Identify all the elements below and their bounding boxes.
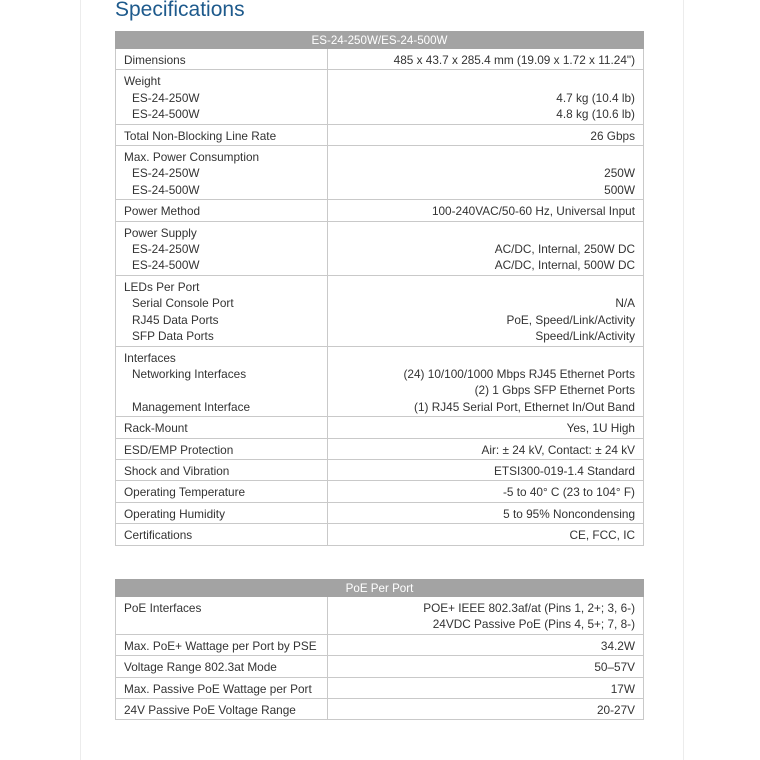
row-value: AC/DC, Internal, 250W DC — [494, 242, 635, 257]
table-row — [116, 502, 644, 523]
spacer — [124, 382, 319, 398]
table-row — [116, 124, 644, 145]
row-label: Weight — [124, 74, 161, 89]
row-label: PoE Interfaces — [124, 601, 202, 615]
row-value-cell — [328, 656, 644, 677]
row-label-cell — [116, 524, 328, 545]
spacer — [336, 350, 635, 366]
table-row — [116, 70, 644, 124]
row-value-cell — [328, 699, 644, 720]
row-label-cell — [116, 597, 328, 635]
row-label: Operating Humidity — [124, 506, 225, 521]
row-label: Operating Temperature — [124, 485, 246, 500]
row-sub-label: ES-24-500W — [132, 107, 200, 122]
spacer — [336, 73, 635, 89]
row-value: 250W — [604, 166, 635, 181]
table-row — [116, 677, 644, 698]
row-value: 26 Gbps — [590, 128, 635, 143]
row-value-cell — [328, 70, 644, 124]
table-row — [116, 417, 644, 438]
row-label: Interfaces — [124, 350, 176, 365]
table-row — [116, 634, 644, 655]
table-row — [116, 346, 644, 417]
panel-border-left — [80, 0, 81, 760]
row-sub-label: ES-24-250W — [132, 166, 200, 181]
row-value: 17W — [610, 681, 636, 696]
row-sub-label: RJ45 Data Ports — [132, 312, 219, 327]
row-label: Rack-Mount — [124, 421, 188, 436]
row-label: Power Supply — [124, 225, 197, 240]
row-value: PoE, Speed/Link/Activity — [506, 312, 635, 327]
row-value-cell — [328, 459, 644, 480]
row-value: Air: ± 24 kV, Contact: ± 24 kV — [481, 442, 635, 457]
table-row — [116, 200, 644, 221]
row-value-cell — [328, 634, 644, 655]
row-value-cell — [328, 346, 644, 417]
row-label-cell — [116, 502, 328, 523]
row-sub-label: ES-24-250W — [132, 90, 200, 105]
row-label: Certifications — [124, 528, 193, 543]
row-value: 500W — [604, 182, 635, 197]
row-label-cell — [116, 124, 328, 145]
row-value-cell — [328, 524, 644, 545]
row-label: LEDs Per Port — [124, 279, 200, 294]
table-row — [116, 524, 644, 545]
specifications-table — [115, 31, 644, 546]
row-value-cell — [328, 221, 644, 275]
row-value: (24) 10/100/1000 Mbps RJ45 Ethernet Ports — [403, 366, 635, 381]
table-row — [116, 275, 644, 346]
row-value: (2) 1 Gbps SFP Ethernet Ports — [474, 383, 635, 398]
row-sub-label: Serial Console Port — [132, 296, 234, 311]
row-label: Dimensions — [124, 53, 186, 67]
table-row — [116, 49, 644, 70]
table-header: ES-24-250W/ES-24-500W — [116, 32, 644, 49]
row-value: AC/DC, Internal, 500W DC — [494, 258, 635, 273]
row-label-cell — [116, 438, 328, 459]
row-value: 20-27V — [596, 703, 636, 718]
row-value: CE, FCC, IC — [569, 528, 635, 543]
row-label-cell — [116, 481, 328, 502]
row-value: ETSI300-019-1.4 Standard — [494, 463, 635, 478]
row-value: 4.8 kg (10.6 lb) — [556, 107, 635, 122]
row-label-cell — [116, 459, 328, 480]
spacer — [336, 225, 635, 241]
row-label-cell — [116, 70, 328, 124]
row-value-cell — [328, 200, 644, 221]
spacer — [336, 279, 635, 295]
row-value: 100-240VAC/50-60 Hz, Universal Input — [431, 204, 635, 219]
table-row — [116, 221, 644, 275]
row-label-cell — [116, 221, 328, 275]
table-row — [116, 597, 644, 635]
row-value-cell — [328, 597, 644, 635]
row-value: -5 to 40° C (23 to 104° F) — [502, 485, 635, 500]
row-value-cell — [328, 438, 644, 459]
row-value-cell — [328, 481, 644, 502]
row-label-cell — [116, 417, 328, 438]
row-label-cell — [116, 146, 328, 200]
row-sub-label: SFP Data Ports — [132, 329, 214, 344]
row-label: Max. PoE+ Wattage per Port by PSE — [124, 638, 317, 653]
row-label: ESD/EMP Protection — [124, 442, 234, 457]
row-value: (1) RJ45 Serial Port, Ethernet In/Out Band — [414, 399, 635, 414]
row-sub-label: ES-24-500W — [132, 258, 200, 273]
table-header: PoE Per Port — [116, 580, 644, 597]
row-label-cell — [116, 346, 328, 417]
row-label: 24V Passive PoE Voltage Range — [124, 703, 296, 718]
row-label: Voltage Range 802.3at Mode — [124, 660, 277, 675]
row-sub-label: Management Interface — [132, 399, 251, 414]
spacer — [336, 149, 635, 165]
table-row — [116, 438, 644, 459]
panel-border-right — [683, 0, 684, 760]
row-label-cell — [116, 634, 328, 655]
row-value-cell — [328, 502, 644, 523]
row-value-cell — [328, 124, 644, 145]
row-label: Power Method — [124, 204, 201, 219]
row-label: Shock and Vibration — [124, 463, 230, 478]
row-sub-label: ES-24-500W — [132, 182, 200, 197]
row-value: 485 x 43.7 x 285.4 mm (19.09 x 1.72 x 11.24") — [393, 53, 635, 67]
row-value-cell — [328, 417, 644, 438]
row-label: Total Non-Blocking Line Rate — [124, 128, 277, 143]
row-value: POE+ IEEE 802.3af/at (Pins 1, 2+; 3, 6-) — [423, 601, 636, 615]
row-value-cell — [328, 146, 644, 200]
row-label: Max. Power Consumption — [124, 150, 260, 165]
row-value-cell — [328, 49, 644, 70]
row-label-cell — [116, 275, 328, 346]
row-value: 5 to 95% Noncondensing — [503, 506, 635, 521]
table-row — [116, 699, 644, 720]
row-value: 34.2W — [600, 638, 636, 653]
row-value: Speed/Link/Activity — [535, 329, 635, 344]
table-row — [116, 656, 644, 677]
row-sub-label: Networking Interfaces — [132, 366, 247, 381]
page-title: Specifications — [115, 0, 245, 21]
row-label-cell — [116, 677, 328, 698]
table-row — [116, 459, 644, 480]
poe-table — [115, 579, 644, 720]
row-value: 4.7 kg (10.4 lb) — [556, 90, 635, 105]
row-value: N/A — [615, 296, 635, 311]
row-value-cell — [328, 275, 644, 346]
row-label-cell — [116, 49, 328, 70]
row-label: Max. Passive PoE Wattage per Port — [124, 681, 312, 696]
row-label-cell — [116, 656, 328, 677]
row-value: 24VDC Passive PoE (Pins 4, 5+; 7, 8-) — [432, 617, 636, 632]
row-value: 50–57V — [594, 660, 636, 675]
row-label-cell — [116, 699, 328, 720]
table-row — [116, 481, 644, 502]
row-value-cell — [328, 677, 644, 698]
row-value: Yes, 1U High — [566, 421, 635, 436]
table-row — [116, 146, 644, 200]
row-label-cell — [116, 200, 328, 221]
row-sub-label: ES-24-250W — [132, 242, 200, 257]
